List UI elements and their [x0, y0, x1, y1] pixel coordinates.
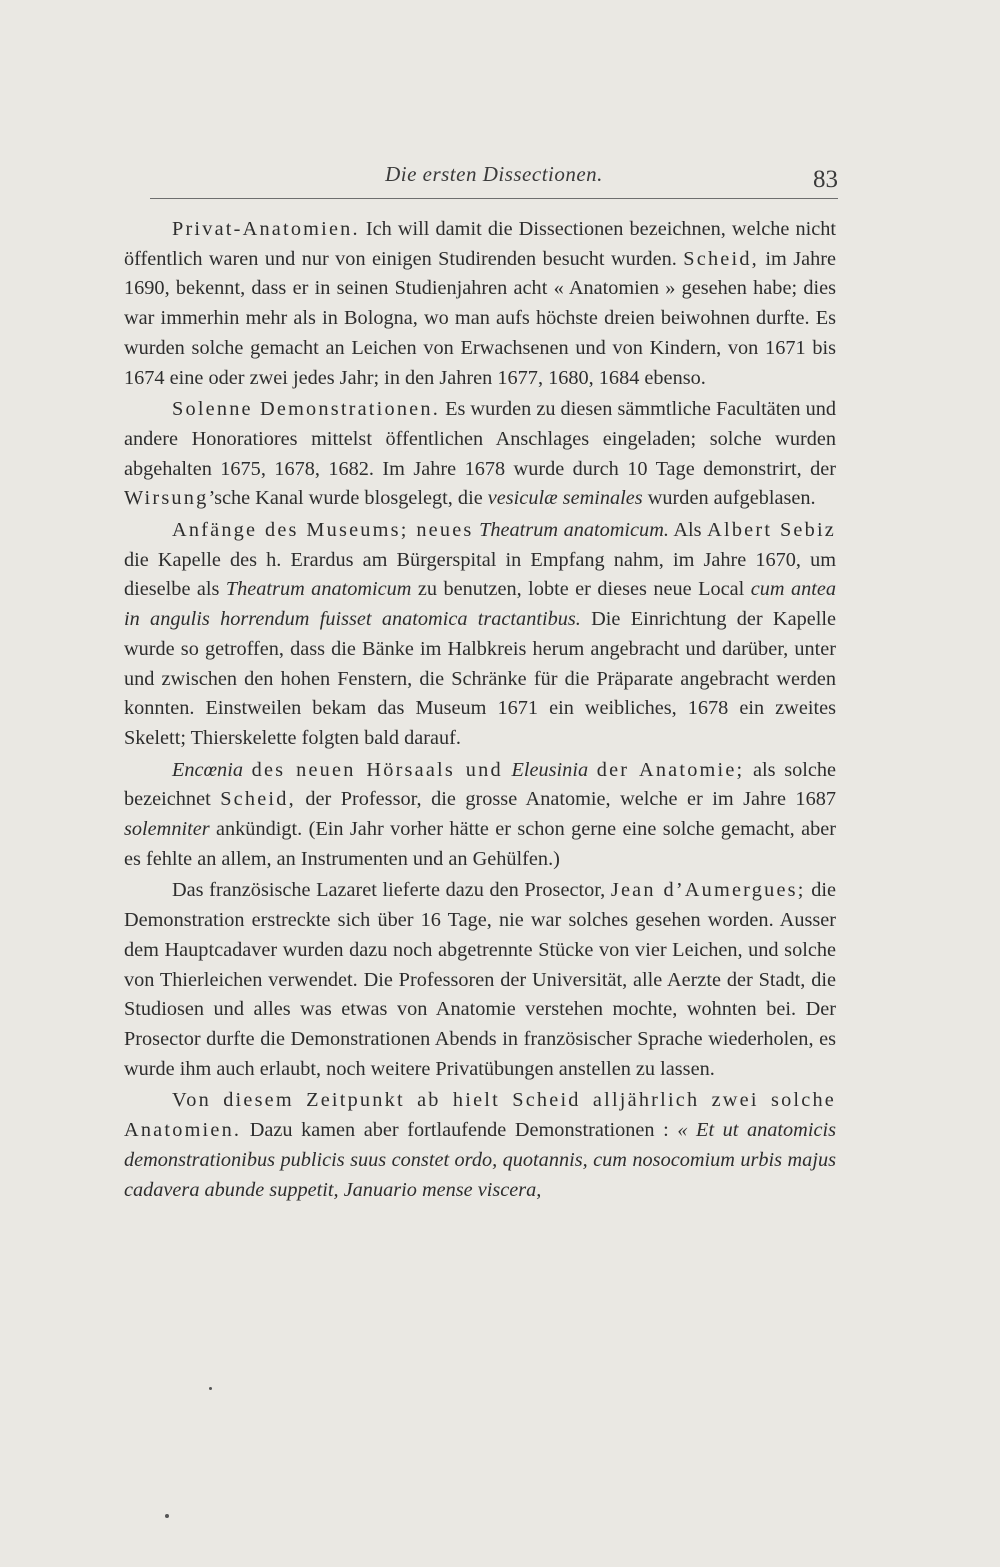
italic-text: cum antea in angulis horrendum fuisset anatomica tractantibus.	[124, 578, 837, 631]
spaced-heading-text: Von diesem Zeitpunkt ab hielt Scheid alljährlich zwei solche Anatomien.	[124, 1089, 836, 1142]
paragraph	[124, 876, 836, 1084]
spaced-heading-text: des neuen Hörsaals und	[251, 758, 503, 781]
spaced-heading-text: Privat-Anatomien.	[172, 218, 360, 240]
italic-text: Theatrum anatomicum.	[479, 519, 669, 542]
spaced-heading-text: Albert Sebiz	[707, 519, 837, 542]
italic-text: Theatrum anatomicum	[225, 578, 412, 601]
text-run: als solche bezeichnet	[124, 758, 837, 811]
italic-text: Eleusinia	[511, 758, 589, 781]
italic-text: solemniter	[124, 818, 210, 841]
running-title: Die ersten Dissectionen.	[385, 162, 603, 186]
text-run: die Kapelle des h. Erardus am Bürgerspital in Empfang nahm, im Jahre 1670, um dieselbe als	[124, 548, 836, 601]
text-run: Das französische Lazaret lieferte dazu den Prosector,	[172, 879, 611, 902]
text-run: im Jahre 1690, bekennt, dass er in seinen Studienjahren acht « Anatomien » gesehen habe; dies war immerhin mehr als in Bologna, wo man aufs höchste dreien beiwohnen durfte. Es wurden solche gemacht an Leichen von Erwachsenen und von Kindern, von 1671 bis 1674 eine oder zwei jedes Jahr; in den Jahren 1677, 1680, 1684 ebenso.	[124, 247, 836, 389]
spaced-heading-text: Jean d’Aumergues;	[610, 879, 806, 902]
spaced-heading-text: Wirsung	[124, 487, 209, 510]
spaced-heading-text: Scheid,	[683, 247, 759, 270]
text-run	[243, 759, 252, 781]
italic-text: Encœnia	[172, 758, 243, 781]
spaced-heading-text: Scheid,	[220, 788, 296, 811]
page-number: 83	[813, 166, 838, 193]
running-head	[150, 158, 838, 199]
text-run: der Professor, die grosse Anatomie, welche er im Jahre 1687	[295, 788, 836, 811]
text-run: Es wurden zu diesen sämmtliche Facultäten und andere Honoratiores mittelst öffentlichen Anschlages eingeladen; solche wurden abgehalten 1675, 1678, 1682. Im Jahre 1678 wurde durch 10 Tage demonstrirt, der	[124, 398, 836, 480]
text-run: Ich will damit die Dissectionen bezeichnen, welche nicht öffentlich waren und nur von einigen Studirenden besucht wurden.	[124, 218, 836, 270]
text-run: zu benutzen, lobte er dieses neue Local	[411, 578, 751, 601]
stray-dot	[209, 1387, 212, 1390]
text-run	[588, 759, 597, 781]
paragraph	[124, 756, 836, 875]
body-text	[124, 215, 836, 1207]
text-run: ankündigt. (Ein Jahr vorher hätte er schon gerne eine solche gemacht, aber es fehlte an allem, an Instrumenten und an Gehülfen.)	[124, 818, 836, 870]
text-run: Als	[668, 519, 708, 542]
paragraph	[124, 1086, 836, 1205]
spaced-heading-text: Anfänge des Museums; neues	[172, 519, 474, 542]
paragraph	[124, 215, 836, 393]
text-run: wurden aufgeblasen.	[642, 487, 816, 510]
paragraph	[124, 395, 836, 514]
stray-dot	[165, 1514, 169, 1518]
spaced-heading-text: Solenne Demonstrationen.	[172, 398, 440, 421]
text-run: Dazu kamen aber fortlaufende Demonstrationen :	[241, 1119, 678, 1142]
text-run: Die Einrichtung der Kapelle wurde so getroffen, dass die Bänke im Halbkreis herum angebracht und darüber, unter und zwischen den hohen Fenstern, die Schränke für die Präparate angebracht werden konnten. Einstweilen bekam das Museum 1671 ein weibliches, 1678 ein zweites Skelett; Thierskelette folgten bald darauf.	[124, 608, 836, 749]
text-run: die Demonstration erstreckte sich über 16 Tage, nie war solches gesehen worden. Ausser dem Hauptcadaver wurden dazu noch abgetrennte Stücke von vier Leichen, und solche von Thierleichen verwendet. Die Professoren der Universität, alle Aerzte der Stadt, die Studiosen und alles was etwas von Anatomie verstehen mochte, wohnten bei. Der Prosector durfte die Demonstrationen Abends in französischer Sprache wiederholen, es wurde ihm auch erlaubt, noch weitere Privatübungen anstellen zu lassen.	[124, 879, 836, 1080]
italic-text: vesiculæ seminales	[487, 487, 643, 510]
paragraph	[124, 516, 836, 754]
italic-text: « Et ut anatomicis demonstrationibus publicis suus constet ordo, quotannis, cum nosocomium urbis majus cadavera abunde suppetit, Januario mense viscera,	[124, 1119, 836, 1201]
text-run: ’sche Kanal wurde blosgelegt, die	[208, 487, 488, 510]
spaced-heading-text: der Anatomie;	[596, 758, 745, 781]
